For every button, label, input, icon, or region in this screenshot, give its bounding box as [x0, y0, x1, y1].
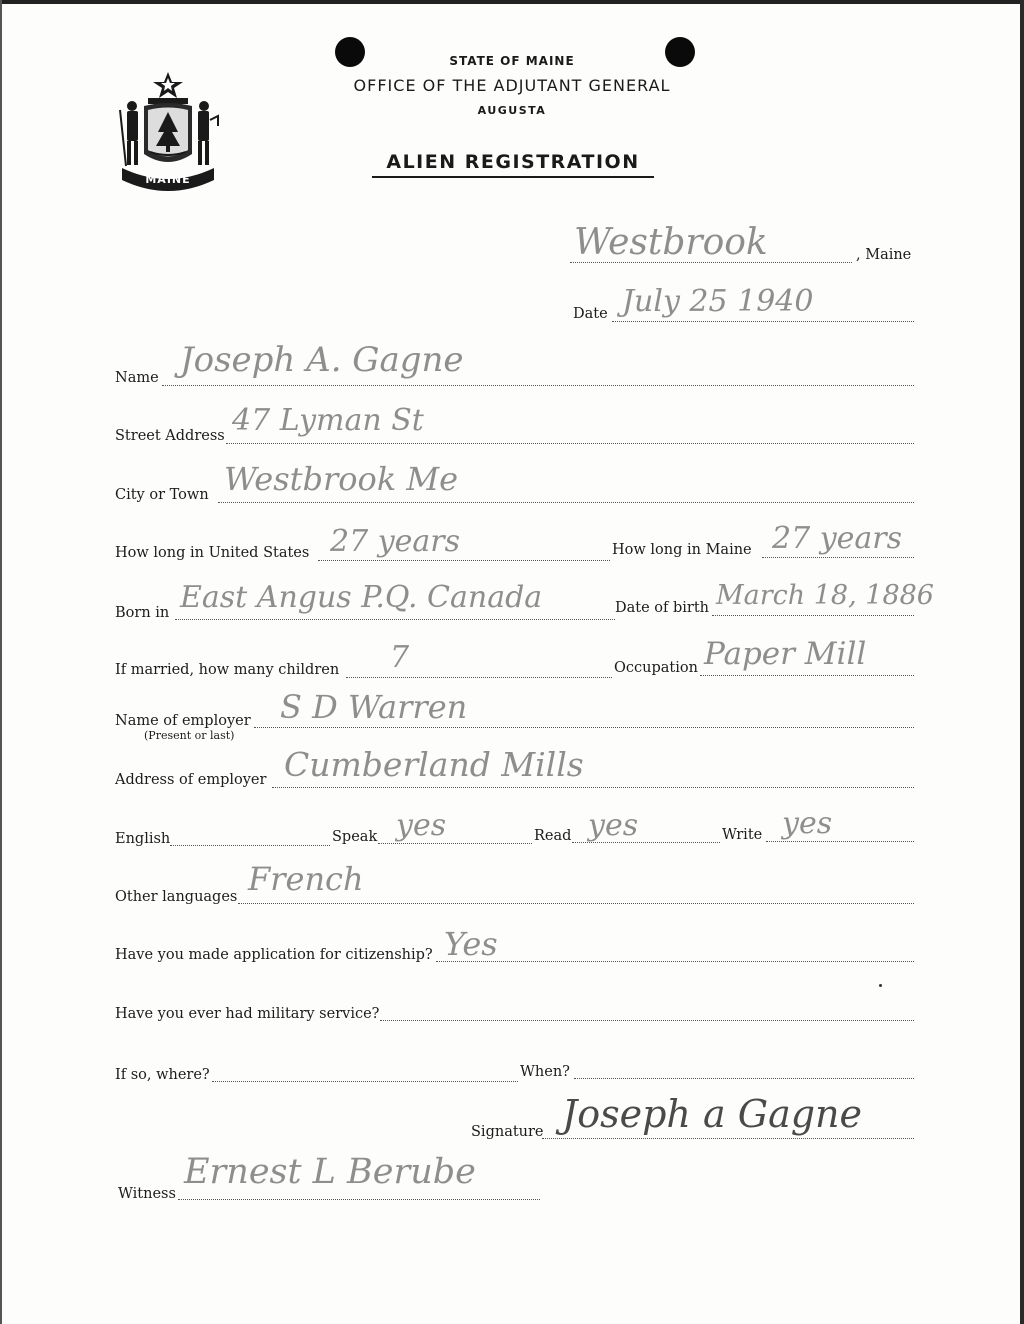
citizenship-line — [436, 961, 914, 962]
children-line — [346, 677, 612, 678]
city-line — [218, 502, 914, 503]
years-us-line — [318, 560, 610, 561]
write-value: yes — [782, 806, 833, 841]
years-maine-value: 27 years — [772, 521, 903, 556]
born-in-value: East Angus P.Q. Canada — [180, 580, 543, 615]
years-us-value: 27 years — [330, 524, 461, 559]
military-label: Have you ever had military service? — [115, 1006, 380, 1022]
dob-label: Date of birth — [615, 600, 710, 616]
form-title: ALIEN REGISTRATION — [372, 151, 654, 178]
witness-label: Witness — [118, 1186, 176, 1202]
speak-value: yes — [396, 808, 447, 843]
employer-sublabel: (Present or last) — [144, 729, 235, 742]
years-maine-line — [762, 557, 914, 558]
witness-value: Ernest L Berube — [184, 1152, 476, 1192]
english-line — [170, 845, 330, 846]
other-languages-label: Other languages — [115, 889, 238, 905]
office-heading: OFFICE OF THE ADJUTANT GENERAL — [353, 76, 671, 95]
ink-speck — [879, 984, 882, 987]
signature-value: Joseph a Gagne — [562, 1092, 863, 1136]
write-label: Write — [722, 827, 763, 843]
street-line — [226, 443, 914, 444]
employer-address-value: Cumberland Mills — [284, 745, 584, 784]
name-label: Name — [115, 370, 159, 386]
occupation-value: Paper Mill — [704, 636, 867, 672]
scan-edge-left — [0, 0, 2, 1324]
read-value: yes — [588, 808, 639, 843]
born-in-line — [175, 619, 615, 620]
svg-text:MAINE: MAINE — [145, 173, 191, 186]
employer-address-line — [272, 787, 914, 788]
where-label: If so, where? — [115, 1067, 210, 1083]
name-line — [162, 385, 914, 386]
signature-line — [542, 1138, 914, 1139]
street-label: Street Address — [115, 428, 225, 444]
when-line — [574, 1078, 914, 1079]
date-label: Date — [573, 306, 608, 322]
date-line — [612, 321, 914, 322]
where-line — [212, 1081, 518, 1082]
scan-edge-top — [0, 0, 1024, 4]
years-maine-label: How long in Maine — [612, 542, 752, 558]
street-value: 47 Lyman St — [232, 403, 424, 438]
date-value: July 25 1940 — [622, 284, 814, 319]
years-us-label: How long in United States — [115, 545, 310, 561]
witness-line — [178, 1199, 540, 1200]
state-heading: STATE OF MAINE — [449, 54, 575, 68]
write-line — [766, 841, 914, 842]
born-in-label: Born in — [115, 605, 170, 621]
maine-label: , Maine — [856, 247, 912, 263]
name-value: Joseph A. Gagne — [180, 340, 464, 380]
employer-address-label: Address of employer — [115, 772, 267, 788]
other-languages-value: French — [248, 860, 364, 898]
citizenship-value: Yes — [444, 925, 498, 963]
when-label: When? — [520, 1064, 570, 1080]
english-label: English — [115, 831, 171, 847]
read-label: Read — [534, 828, 572, 844]
other-languages-line — [238, 903, 914, 904]
military-line — [380, 1020, 914, 1021]
dob-line — [712, 615, 914, 616]
occupation-line — [700, 675, 914, 676]
city-value: Westbrook Me — [224, 460, 459, 498]
scan-edge-right — [1020, 0, 1024, 1324]
children-label: If married, how many children — [115, 662, 340, 678]
city-label: City or Town — [115, 487, 209, 503]
speak-line — [378, 843, 532, 844]
town-value: Westbrook — [574, 222, 768, 263]
dob-value: March 18, 1886 — [716, 580, 934, 611]
city-heading: AUGUSTA — [477, 104, 547, 117]
employer-label: Name of employer — [115, 713, 251, 729]
employer-value: S D Warren — [280, 688, 468, 726]
speak-label: Speak — [332, 829, 378, 845]
occupation-label: Occupation — [614, 660, 698, 676]
citizenship-label: Have you made application for citizenship? — [115, 947, 433, 963]
employer-line — [254, 727, 914, 728]
signature-label: Signature — [471, 1124, 544, 1140]
children-value: 7 — [390, 640, 410, 675]
